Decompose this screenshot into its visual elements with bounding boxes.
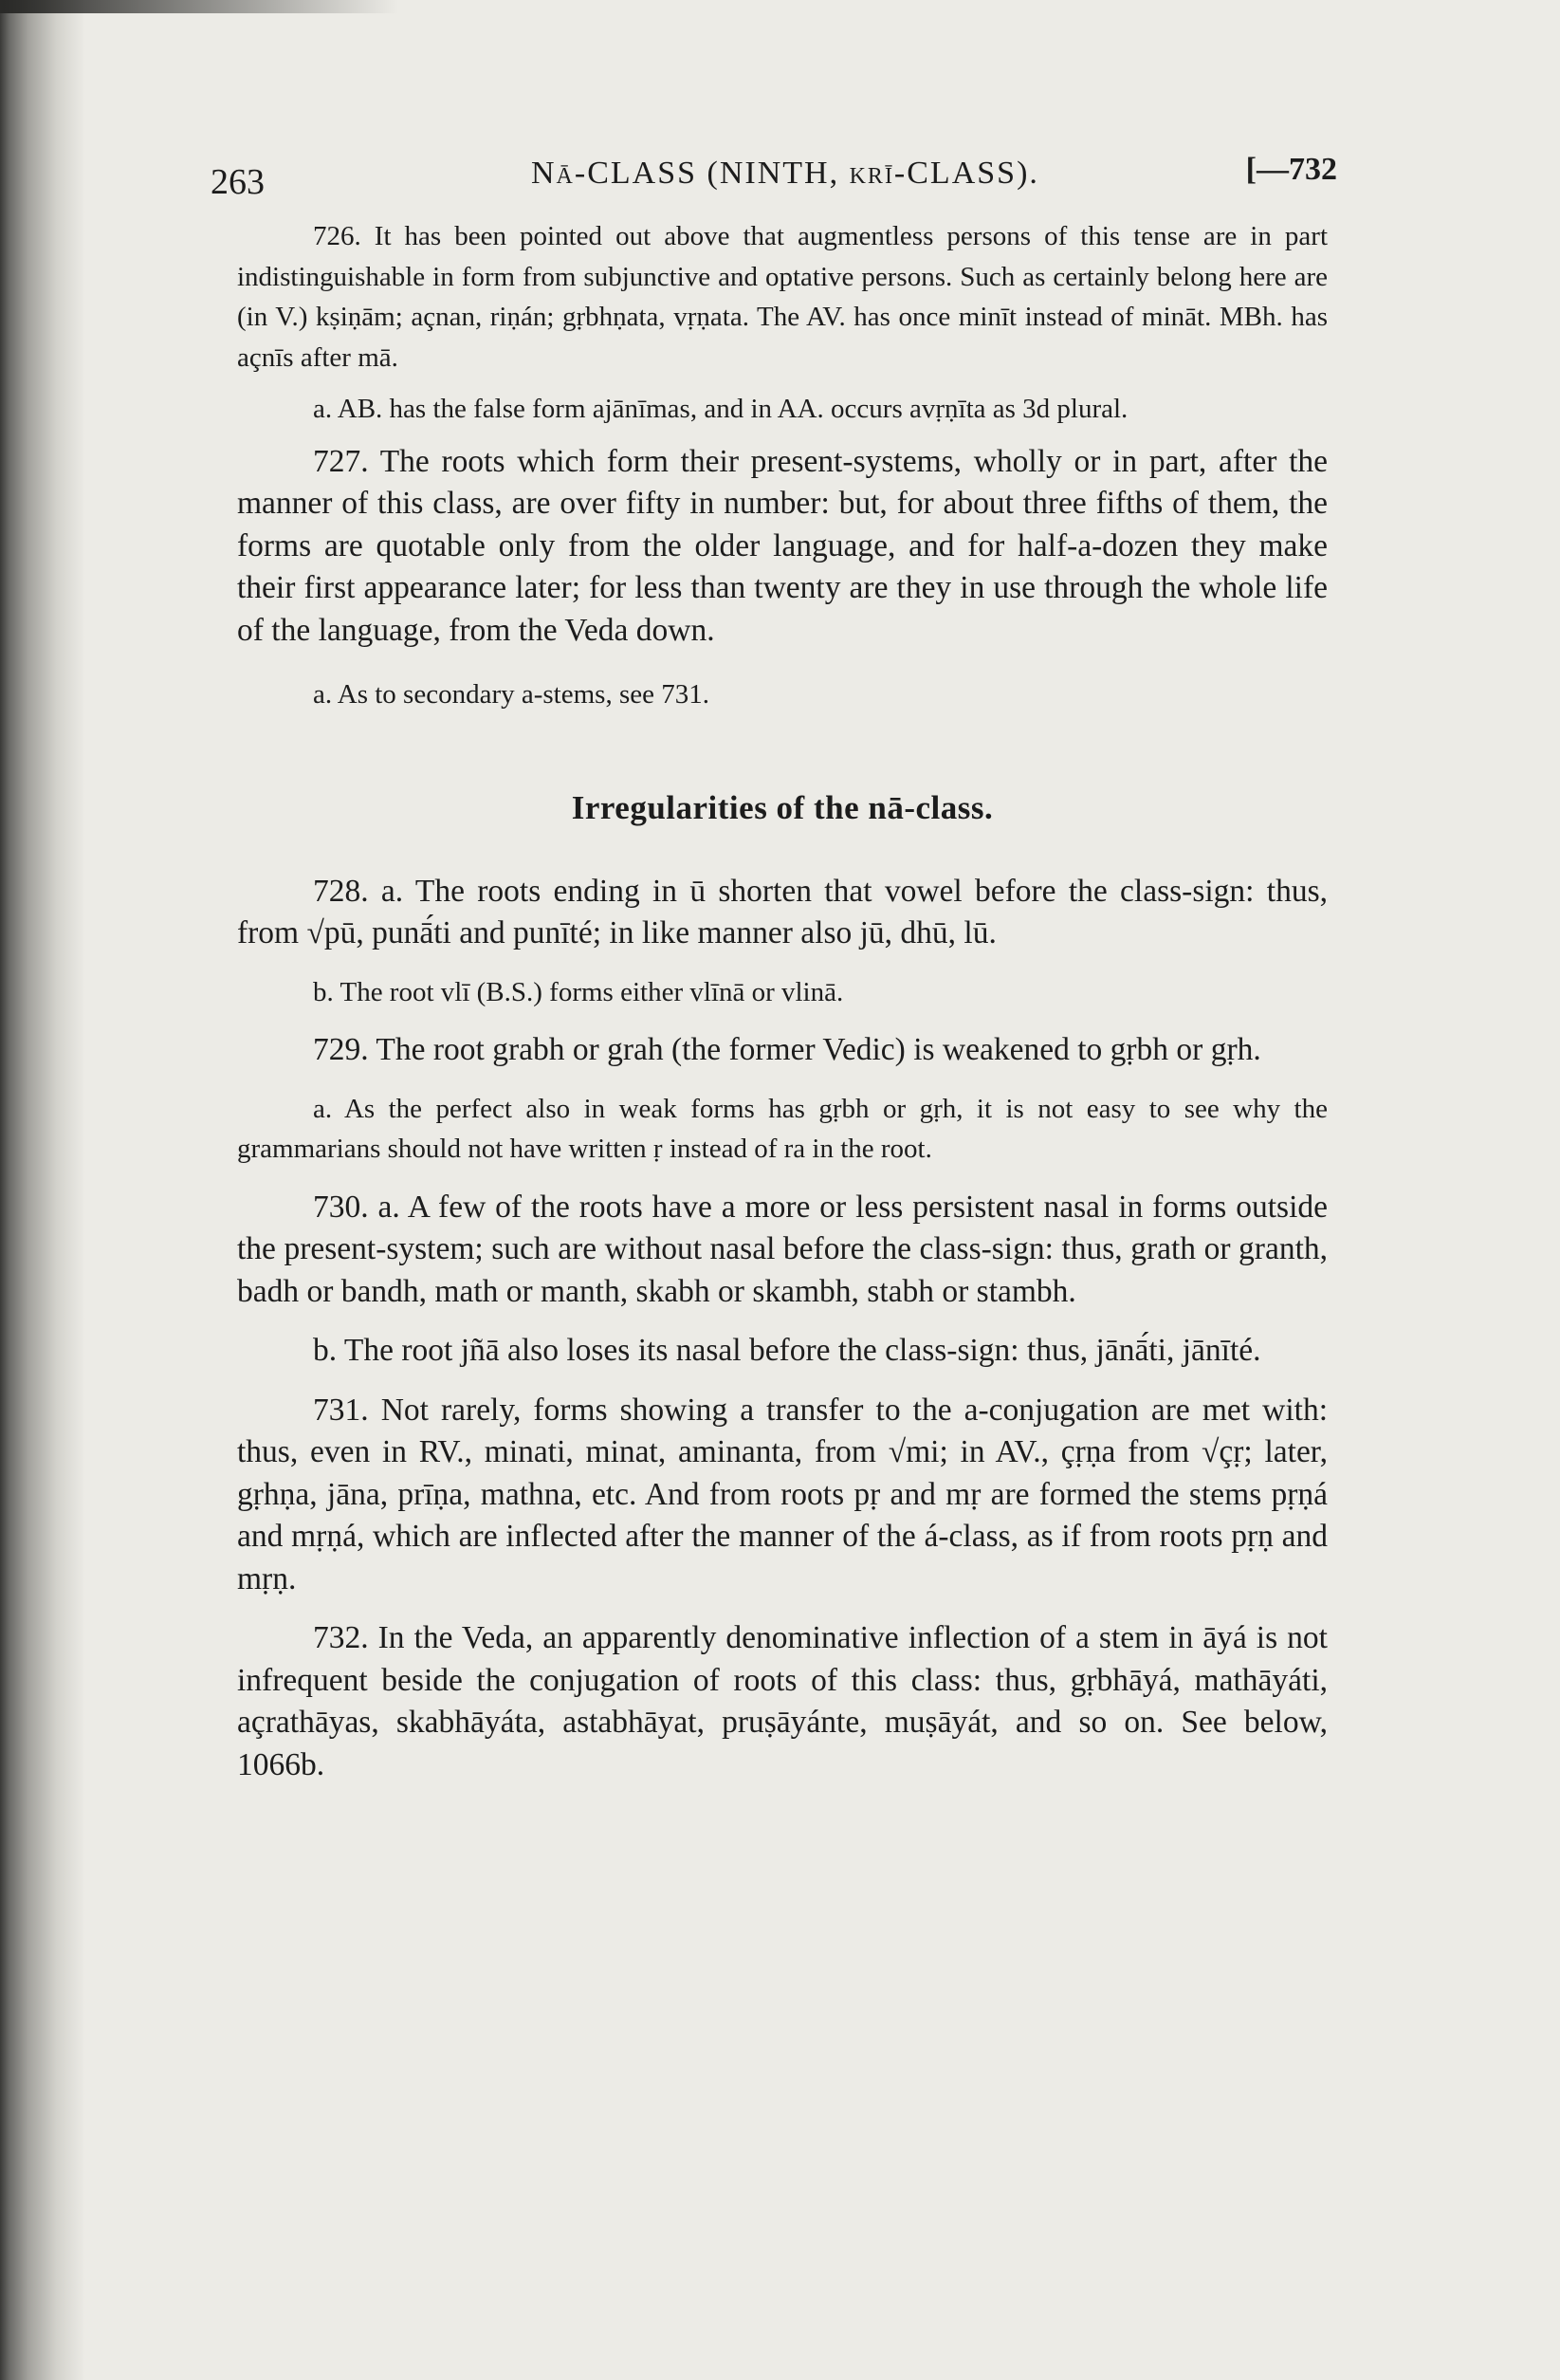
paragraph-727a: a. As to secondary a-stems, see 731. [313, 679, 709, 710]
paragraph-730: 730. a. A few of the roots have a more or less persistent nasal in forms outside the present-system; such are without nasal before the class-sign: thus, grath or granth, badh or bandh, math or manth, skabh or skambh, stabh or stambh. [237, 1189, 1328, 1309]
section-heading: Irregularities of the nā-class. [571, 788, 994, 826]
paragraph-730b: b. The root jñā also loses its nasal before the class-sign: thus, jānā́ti, jānīté. [313, 1333, 1261, 1368]
paragraph-728b: b. The root vlī (B.S.) forms either vlīnā or vlinā. [313, 976, 844, 1007]
paragraph-728: 728. a. The roots ending in ū shorten that vowel before the class-sign: thus, from √pū, punā́ti and punīté; in like manner also jū, dhū, lū. [237, 873, 1328, 950]
paragraph-731: 731. Not rarely, forms showing a transfer to the a-conjugation are met with: thus, even in RV., minati, minat, aminanta, from √mi; in AV., çṛṇa from √çṛ; later, gṛhṇa, jāna, prīṇa, mathna, etc. And from roots pṛ and mṛ are formed the stems pṛṇá and mṛṇá, which are inflected after the manner of the á-class, as if from roots pṛṇ and mṛṇ. [237, 1392, 1328, 1596]
paragraph-732: 732. In the Veda, an apparently denominative inflection of a stem in āyá is not infrequent beside the conjugation of roots of this class: thus, gṛbhāyá, mathāyáti, açrathāyas, skabhāyáta, astabhāyat, pruṣāyánte, muṣāyát, and so on. See below, 1066b. [237, 1620, 1328, 1782]
page-number: 263 [211, 162, 265, 202]
scan-corner-shadow [0, 0, 398, 13]
running-header [211, 142, 1337, 202]
running-title: Nā-CLASS (NINTH, krī-CLASS). [531, 156, 1039, 191]
paragraph-726a: a. AB. has the false form ajānīmas, and in AA. occurs avṛṇīta as 3d plural. [313, 394, 1129, 424]
paragraph-729: 729. The root grabh or grah (the former Vedic) is weakened to gṛbh or gṛh. [313, 1032, 1261, 1067]
paragraph-726: 726. It has been pointed out above that augmentless persons of this tense are in part indistinguishable in form from subjunctive and optative persons. Such as certainly belong here are (in V.) kṣiṇām; açnan, riṇán; gṛbhṇata, vṛṇata. The AV. has once minīt instead of mināt. MBh. has açnīs after mā. [237, 221, 1328, 373]
paragraph-729a: a. As the perfect also in weak forms has gṛbh or gṛh, it is not easy to see why the grammarians should not have written ṛ instead of ra in the root. [237, 1093, 1328, 1164]
scan-edge-shadow [0, 0, 85, 2380]
paragraph-727: 727. The roots which form their present-systems, wholly or in part, after the manner of this class, are over fifty in number: but, for about three fifths of them, the forms are quotable only from the older language, and for half-a-dozen they make their first appearance later; for less than twenty are they in use through the whole life of the language, from the Veda down. [237, 443, 1328, 648]
section-range: [—732 [1245, 152, 1337, 187]
book-page [211, 142, 1337, 1786]
